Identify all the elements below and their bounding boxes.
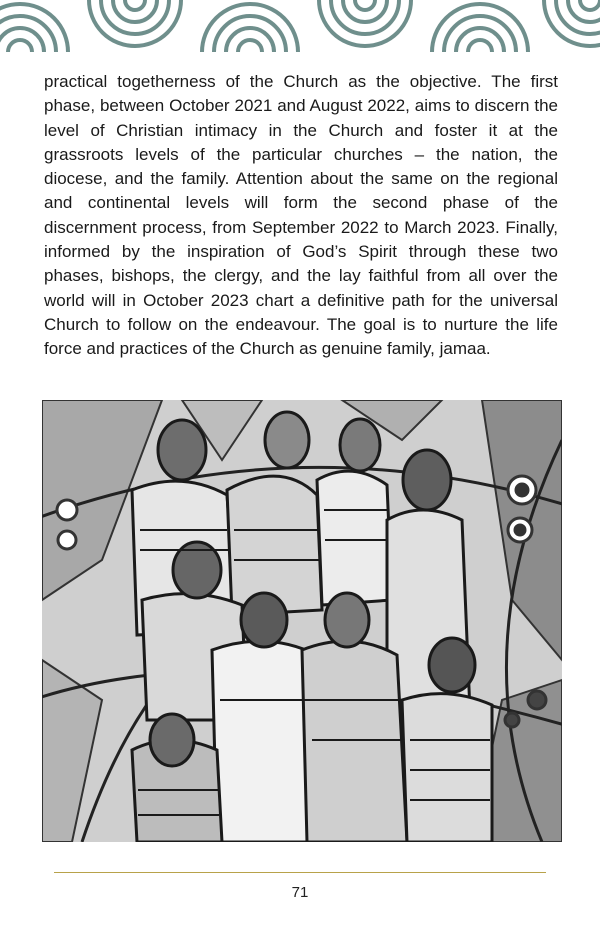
family-illustration	[42, 400, 562, 842]
family-group-drawing	[42, 400, 562, 842]
concentric-arcs-decoration	[0, 0, 600, 52]
header-pattern	[0, 0, 600, 52]
footer-rule	[54, 872, 546, 873]
body-paragraph: practical togetherness of the Church as the objective. The first phase, between October 2021 and August 2022, aims to discern the level of Christian intimacy in the Church and foster it at the grassroots levels of the particular churches – the nation, the diocese, and the family. Attention about the same on the regional and continental levels will form the second phase of the discernment process, from September 2022 to March 2023. Finally, informed by the inspiration of God’s Spirit through these two phases, bishops, the clergy, and the lay faithful from all over the world will in October 2023 chart a definitive path for the universal Church to follow on the endeavour. The goal is to nurture the life force and practices of the Church as genuine family, jamaa.	[44, 72, 558, 359]
page-number: 71	[291, 884, 309, 901]
